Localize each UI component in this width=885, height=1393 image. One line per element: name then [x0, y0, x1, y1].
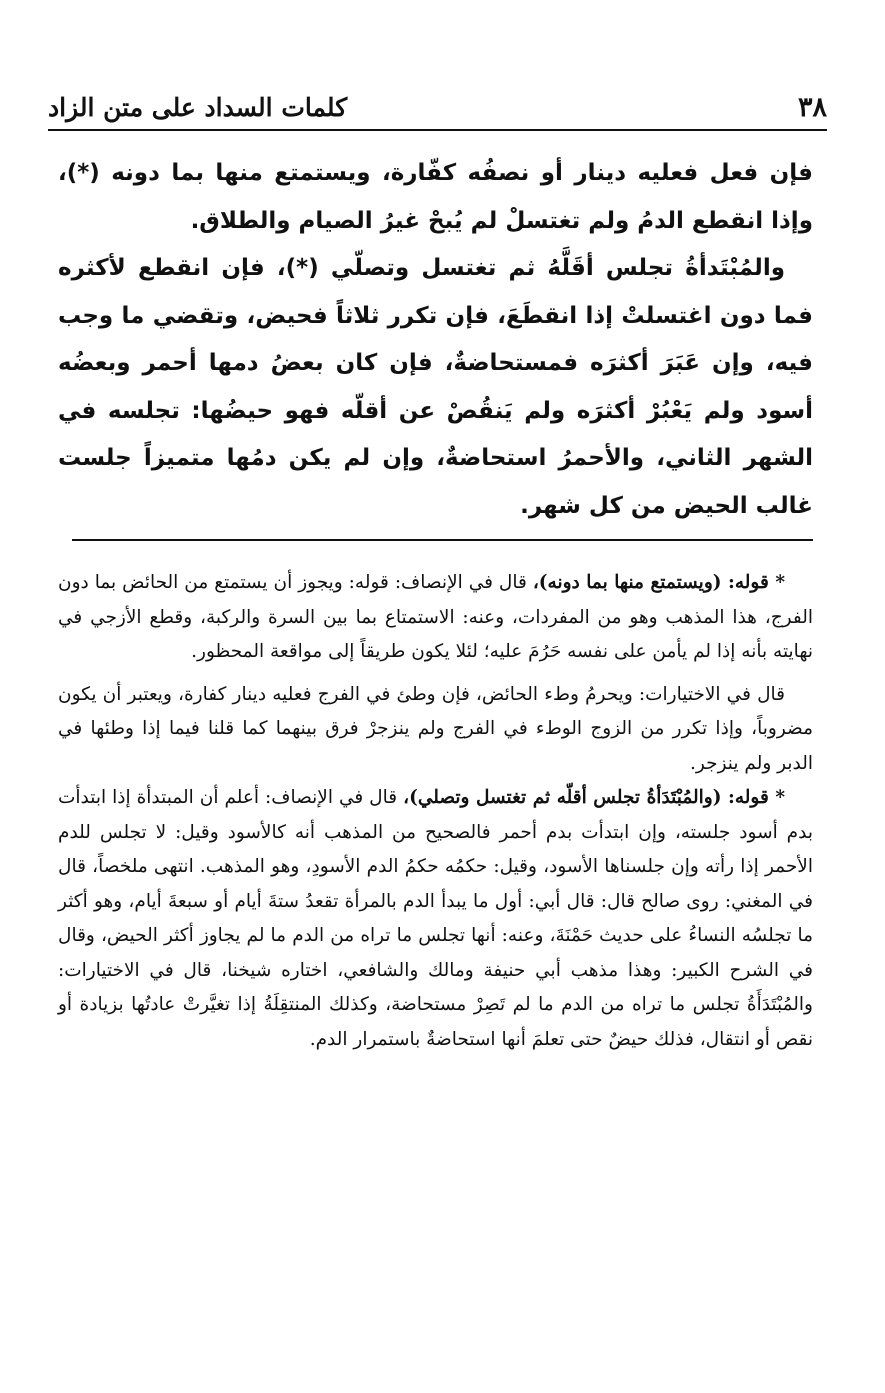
- footnote-2: قال في الاختيارات: ويحرمُ وطء الحائض، فإن وطئ في الفرج فعليه دينار كفارة، ويعتبر أن يكون مضروباً، وإذا تكرر من الزوج الوطء في الفرج ولم ينزجرْ فرق بينهما كما قلنا فيما إذا وطئها في الدبر ولم ينزجر.: [58, 683, 813, 774]
- page-number: ٣٨: [797, 92, 827, 123]
- footnote-3-lead: * قوله: (والمُبْتَدَأةُ تجلس أقلّه ثم تغتسل وتصلي)،: [403, 787, 786, 808]
- header-rule: [48, 129, 827, 131]
- main-paragraph: والمُبْتَدأةُ تجلس أقَلَّهُ ثم تغتسل وتصلّي (*)، فإن انقطع لأكثره فما دون اغتسلتْ إذا انقطَعَ، فإن تكرر ثلاثاً فحيض، وتقضي ما وجب فيه، وإن عَبَرَ أكثرَه فمستحاضةٌ، فإن كان بعضُ دمها أحمر وبعضُه أسود ولم يَعْبُرْ أكثرَه ولم يَنقُصْ عن أقلّه فهو حيضُها: تجلسه في الشهر الثاني، والأحمرُ استحاضةٌ، وإن لم يكن دمُها متميزاً جلست غالب الحيض من كل شهر.: [58, 255, 813, 519]
- footnote-1-lead: * قوله: (ويستمتع منها بما دونه)،: [532, 572, 785, 593]
- footnote-3-text: قال في الإنصاف: أعلم أن المبتدأة إذا ابتدأت بدم أسود جلسته، وإن ابتدأت بدم أحمر فالصحيح من المذهب أنه كالأسود وقيل: لا تجلس للدم الأحمر إذا رأته وإن جلسناها الأسود، وقيل: حكمُه حكمُ الدم الأسودِ، وهو المذهب. انتهى ملخصاً، قال في المغني: روى صالح قال: قال أبي: أول ما يبدأ الدم بالمرأة تقعدُ ستةَ أيام أو سبعةَ أيام، وهو أكثر ما تجلسُه النساءُ على حديث حَمْنَةَ، وعنه: أنها تجلس ما تراه من الدم ما لم يجاوز أكثر الحيض، وقال في الشرح الكبير: وهذا مذهب أبي حنيفة ومالك والشافعي، اختاره شيخنا، قال في الاختيارات: والمُبْتَدَأَةُ تجلس ما تراه من الدم ما لم تَصِرْ مستحاضة، وكذلك المنتقِلَةُ إذا تغيَّرتْ عادتُها بزيادة أو نقص أو انتقال، فذلك حيضٌ حتى تعلمَ أنها استحاضةٌ باستمرار الدم.: [58, 787, 813, 1050]
- running-title: كلمات السداد على متن الزاد: [48, 93, 348, 122]
- footnotes: [58, 566, 813, 1057]
- page-header: [48, 92, 827, 124]
- footnote-3: [58, 781, 813, 1057]
- main-text: [58, 150, 813, 530]
- footnote-1-text: قال في الإنصاف: قوله: ويجوز أن يستمتع من الحائض بما دون الفرج، هذا المذهب وهو من المفردات، وعنه: الاستمتاع بما بين السرة والركبة، وقطع الأزجي في نهايته بأنه إذا لم يأمن على نفسه حَرُمَ عليه؛ لئلا يكون طريقاً إلى مواقعة المحظور.: [58, 572, 813, 662]
- footnote-separator: [72, 539, 813, 541]
- footnote-1: [58, 566, 813, 670]
- main-paragraph: فإن فعل فعليه دينار أو نصفُه كفّارة، ويستمتع منها بما دونه (*)، وإذا انقطع الدمُ ولم تغتسلْ لم يُبحْ غيرُ الصيام والطلاق.: [58, 160, 813, 234]
